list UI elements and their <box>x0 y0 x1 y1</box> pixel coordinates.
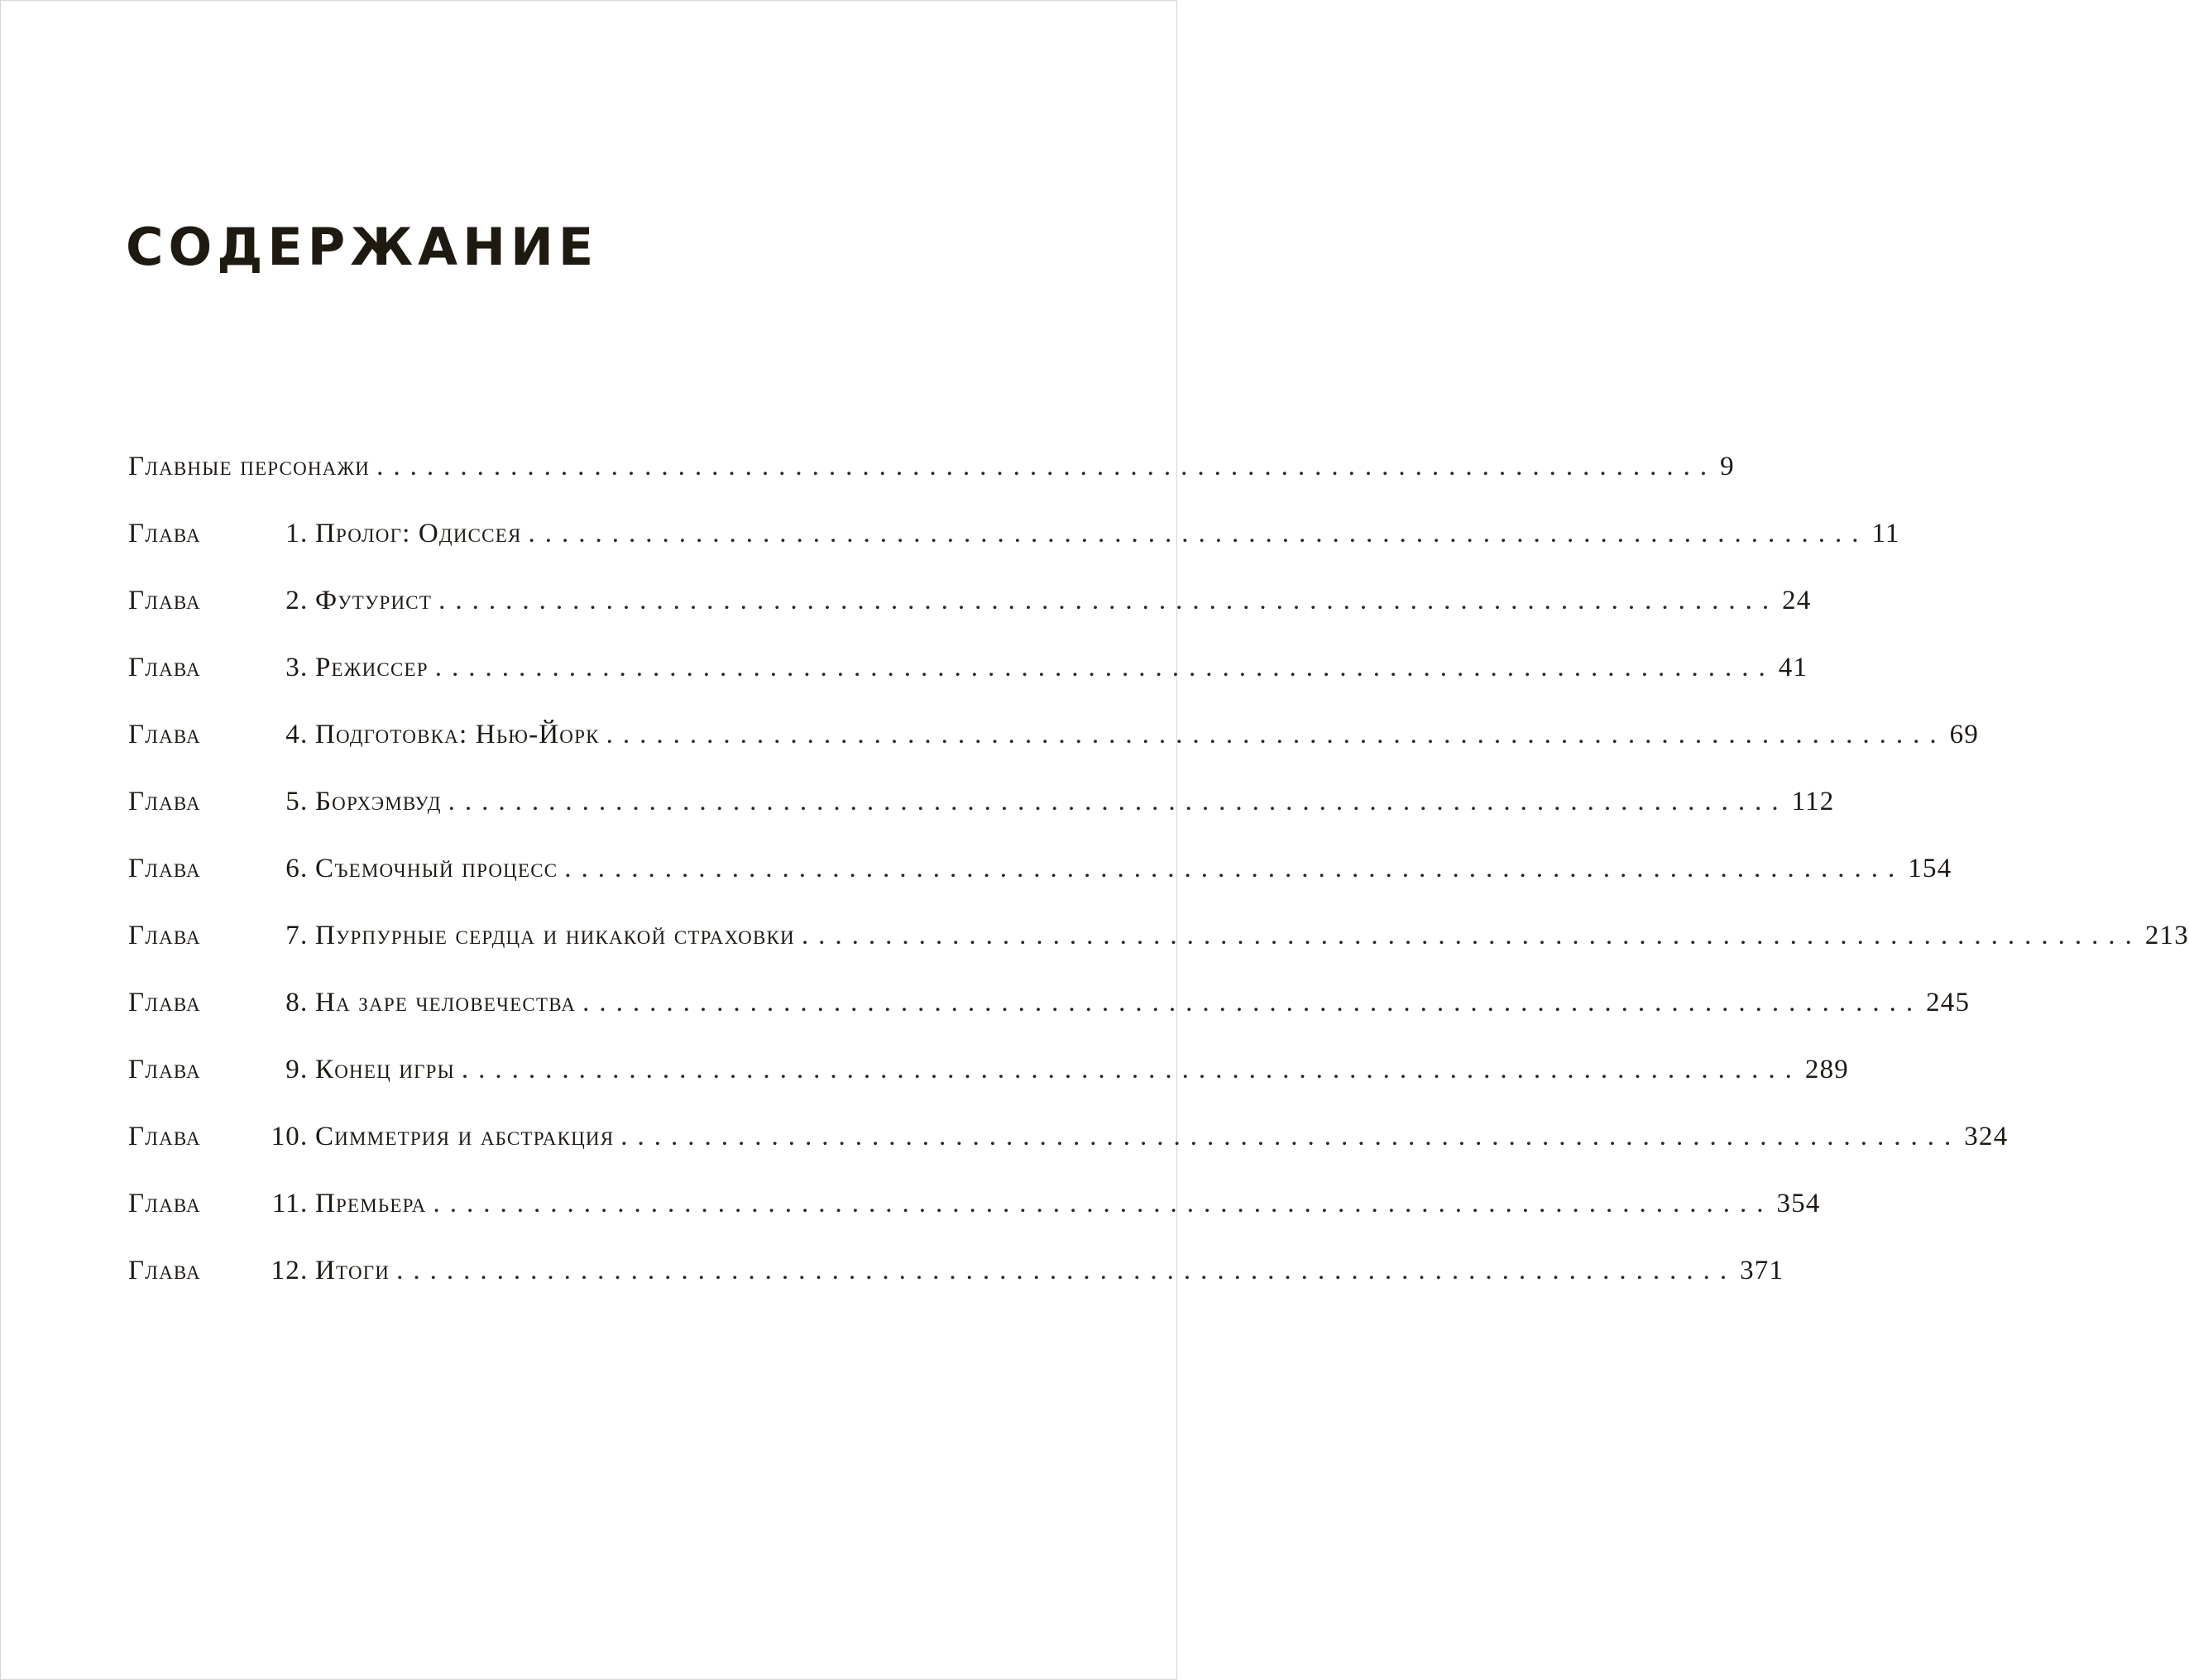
dot-leader: ................................................................................ <box>433 1189 1774 1218</box>
toc-entry-label: Съемочный процесс <box>315 854 558 883</box>
toc-entry-label: Борхэмвуд <box>315 787 442 816</box>
toc-entry[interactable] <box>128 787 1835 855</box>
toc-entry-label: Конец игры <box>315 1055 455 1084</box>
chapter-number-dot: . <box>300 586 309 615</box>
chapter-number: 8 <box>285 988 300 1017</box>
toc-entry-label: Итоги <box>315 1256 390 1285</box>
chapter-number: 12 <box>271 1256 300 1285</box>
toc-entry-page: 9 <box>1720 452 1735 481</box>
toc-entry-page: 213 <box>2144 921 2189 950</box>
dot-leader: ................................................................................ <box>434 653 1775 682</box>
chapter-number-dot: . <box>300 1256 309 1285</box>
toc-entry-label: Подготовка: Нью-Йорк <box>315 720 600 749</box>
toc-entry[interactable] <box>128 452 1735 520</box>
toc-entry[interactable] <box>128 519 1900 587</box>
toc-entry-page: 69 <box>1949 720 1980 749</box>
toc-entry-page: 289 <box>1804 1055 1850 1084</box>
toc-list <box>128 452 2189 1324</box>
toc-entry[interactable] <box>128 1122 2009 1190</box>
toc-entry-page: 112 <box>1791 787 1835 816</box>
toc-entry-label: Симметрия и абстракция <box>315 1122 615 1151</box>
chapter-prefix: Глава <box>128 586 201 615</box>
chapter-prefix: Глава <box>128 787 201 816</box>
chapter-prefix: Глава <box>128 653 201 682</box>
chapter-prefix: Глава <box>128 519 201 548</box>
toc-entry-page: 245 <box>1926 988 1971 1017</box>
toc-entry-label: Пролог: Одиссея <box>315 519 522 548</box>
dot-leader: ................................................................................ <box>376 452 1717 481</box>
toc-entry-page: 371 <box>1740 1256 1784 1285</box>
chapter-number: 10 <box>271 1122 300 1151</box>
chapter-prefix: Глава <box>128 1055 201 1084</box>
toc-entry-page: 354 <box>1776 1189 1821 1218</box>
dot-leader: ................................................................................ <box>606 720 1947 749</box>
toc-entry-page: 41 <box>1778 653 1808 682</box>
toc-entry-label: Премьера <box>315 1189 427 1218</box>
toc-entry-page: 11 <box>1871 519 1900 548</box>
toc-entry[interactable] <box>128 1189 1821 1257</box>
chapter-prefix: Глава <box>128 1122 201 1151</box>
toc-entry-label: На заре человечества <box>315 988 577 1017</box>
chapter-prefix: Глава <box>128 1189 201 1218</box>
toc-entry[interactable] <box>128 1256 1784 1324</box>
chapter-number-dot: . <box>300 653 309 682</box>
chapter-prefix: Глава <box>128 1256 201 1285</box>
toc-entry[interactable] <box>128 653 1808 721</box>
chapter-number: 11 <box>271 1189 300 1218</box>
chapter-number: 7 <box>285 921 300 950</box>
chapter-prefix: Глава <box>128 854 201 883</box>
dot-leader: ................................................................................ <box>620 1122 1961 1151</box>
chapter-number-dot: . <box>300 1055 309 1084</box>
toc-entry-page: 24 <box>1782 586 1812 615</box>
dot-leader: ................................................................................ <box>396 1256 1737 1285</box>
toc-entry[interactable] <box>128 1055 1850 1123</box>
toc-entry[interactable] <box>128 720 1980 788</box>
toc-entry[interactable] <box>128 586 1812 654</box>
chapter-number: 5 <box>285 787 300 816</box>
dot-leader: ................................................................................ <box>461 1055 1802 1084</box>
toc-entry[interactable] <box>128 854 1952 922</box>
chapter-number: 3 <box>285 653 300 682</box>
chapter-prefix: Глава <box>128 921 201 950</box>
toc-entry-page: 324 <box>1964 1122 2009 1151</box>
chapter-number-dot: . <box>300 854 309 883</box>
page-title: СОДЕРЖАНИЕ <box>126 217 599 277</box>
chapter-number: 4 <box>285 720 300 749</box>
dot-leader: ................................................................................ <box>582 988 1923 1017</box>
toc-entry-label: Футурист <box>315 586 433 615</box>
chapter-number-dot: . <box>300 787 309 816</box>
chapter-prefix: Глава <box>128 988 201 1017</box>
toc-entry[interactable] <box>128 921 2189 989</box>
chapter-number: 6 <box>285 854 300 883</box>
chapter-number-dot: . <box>300 720 309 749</box>
chapter-number-dot: . <box>300 921 309 950</box>
dot-leader: ................................................................................ <box>438 586 1779 615</box>
chapter-number-dot: . <box>300 988 309 1017</box>
dot-leader: ................................................................................ <box>564 854 1905 883</box>
toc-entry-page: 154 <box>1908 854 1952 883</box>
chapter-number: 1 <box>285 519 300 548</box>
toc-entry-label: Режиссер <box>315 653 429 682</box>
chapter-number-dot: . <box>300 1189 309 1218</box>
chapter-prefix: Глава <box>128 720 201 749</box>
toc-entry[interactable] <box>128 988 1971 1056</box>
dot-leader: ................................................................................ <box>801 921 2142 950</box>
dot-leader: ................................................................................ <box>448 787 1789 816</box>
chapter-number-dot: . <box>300 519 309 548</box>
dot-leader: ................................................................................ <box>528 519 1869 548</box>
toc-entry-label: Пурпурные сердца и никакой страховки <box>315 921 795 950</box>
chapter-number: 9 <box>285 1055 300 1084</box>
chapter-number-dot: . <box>300 1122 309 1151</box>
toc-entry-label: Главные персонажи <box>128 452 371 481</box>
chapter-number: 2 <box>285 586 300 615</box>
